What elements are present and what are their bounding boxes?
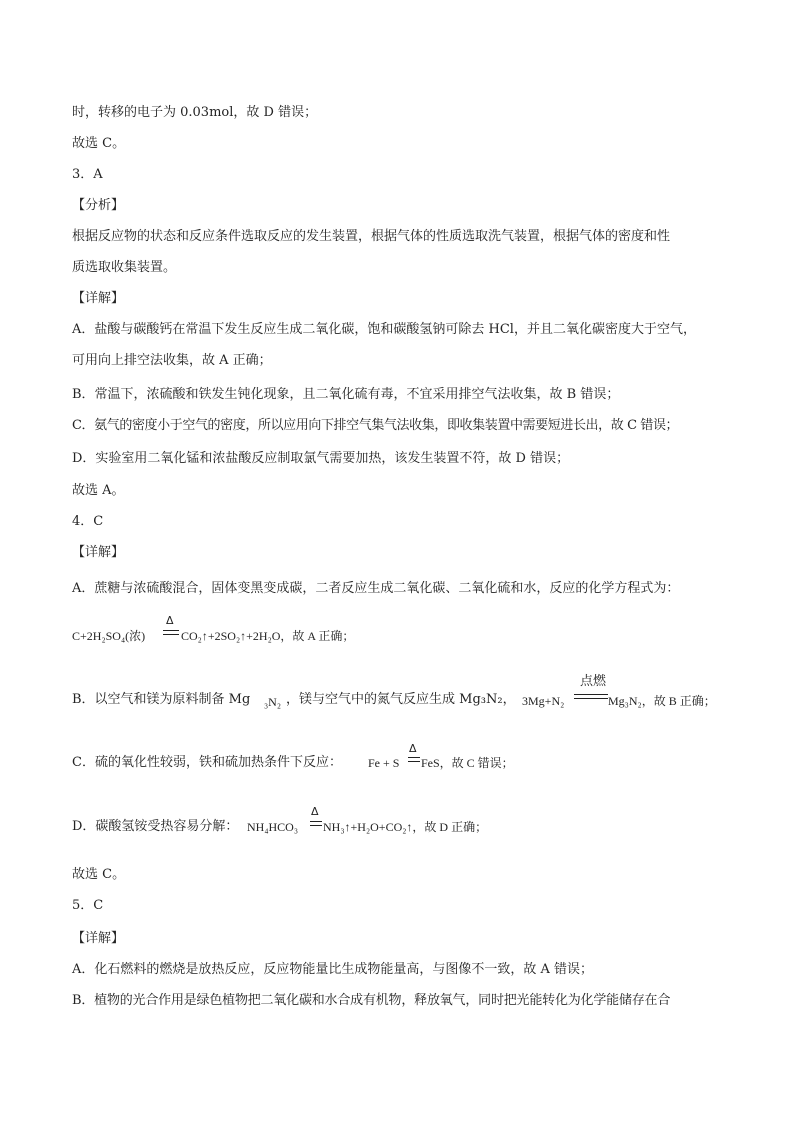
text-line: C．氨气的密度小于空气的密度，所以应用向下排空气集气法收集，即收集装置中需要短进长出，故 C 错误；: [72, 418, 679, 433]
text-line: 故选 C。: [72, 136, 126, 151]
ignite-condition: 点燃: [580, 674, 607, 689]
equation-b-right: Mg₃N₂，故 B 正确；: [608, 694, 716, 708]
text-line: 质选取收集装置。: [72, 260, 177, 275]
equation-d-right: NH₃↑+H₂O+CO₂↑，故 D 正确；: [323, 820, 488, 834]
formula-subscript: ₃N₂: [264, 695, 282, 709]
text-line: 故选 A。: [72, 483, 125, 498]
equation-c-right: FeS，故 C 错误；: [421, 756, 514, 770]
equation-b-text: ，镁与空气中的氮气反应生成 Mg₃N₂，: [286, 692, 516, 707]
equation-c-left: Fe + S: [368, 756, 400, 770]
answer-heading: 5．C: [72, 898, 104, 913]
answer-heading: 4．C: [72, 514, 104, 529]
section-label: 【分析】: [72, 198, 125, 213]
equation-arrow: [408, 757, 420, 762]
text-line: B．以空气和镁为原料制备 Mg: [72, 692, 251, 707]
heat-condition: Δ: [409, 742, 417, 755]
text-line: A．蔗糖与浓硫酸混合，固体变黑变成碳，二者反应生成二氧化碳、二氧化硫和水，反应的化学方程式为：: [72, 581, 680, 596]
answer-heading: 3．A: [72, 167, 103, 182]
text-line: 故选 C。: [72, 867, 126, 882]
equation-d-left: NH₄HCO₃: [247, 820, 299, 834]
heat-condition: Δ: [166, 614, 174, 627]
heat-condition: Δ: [311, 805, 319, 818]
text-line: A．盐酸与碳酸钙在常温下发生反应生成二氧化碳，饱和碳酸氢钠可除去 HCl，并且二氧化碳密度大于空气，: [72, 322, 696, 337]
section-label: 【详解】: [72, 545, 125, 560]
equation-arrow: [310, 821, 322, 826]
text-line: 时，转移的电子为 0.03mol，故 D 错误；: [72, 105, 318, 120]
equation-a-right: CO₂↑+2SO₂↑+2H₂O，故 A 正确；: [181, 629, 355, 643]
section-label: 【详解】: [72, 291, 125, 306]
text-line: C．硫的氧化性较弱，铁和硫加热条件下反应：: [72, 755, 342, 770]
equation-a-left: C+2H₂SO₄(浓): [72, 629, 146, 643]
text-line: B．植物的光合作用是绿色植物把二氧化碳和水合成有机物，释放氧气，同时把光能转化为化学能储存在合: [72, 993, 671, 1008]
equation-arrow: [163, 630, 179, 635]
text-line: B．常温下，浓硫酸和铁发生钝化现象，且二氧化硫有毒，不宜采用排空气法收集，故 B 错误；: [72, 387, 620, 402]
section-label: 【详解】: [72, 931, 125, 946]
text-line: D．实验室用二氧化锰和浓盐酸反应制取氯气需要加热，该发生装置不符，故 D 错误；: [72, 451, 570, 466]
text-line: A．化石燃料的燃烧是放热反应，反应物能量比生成物能量高，与图像不一致，故 A 错误；: [72, 962, 594, 977]
text-line: 可用向上排空法收集，故 A 正确；: [72, 353, 272, 368]
text-line: 根据反应物的状态和反应条件选取反应的发生装置，根据气体的性质选取洗气装置，根据气体的密度和性: [72, 229, 671, 244]
text-line: D．碳酸氢铵受热容易分解：: [72, 819, 239, 834]
equation-arrow: [574, 694, 608, 699]
equation-b-left: 3Mg+N₂: [522, 694, 565, 708]
